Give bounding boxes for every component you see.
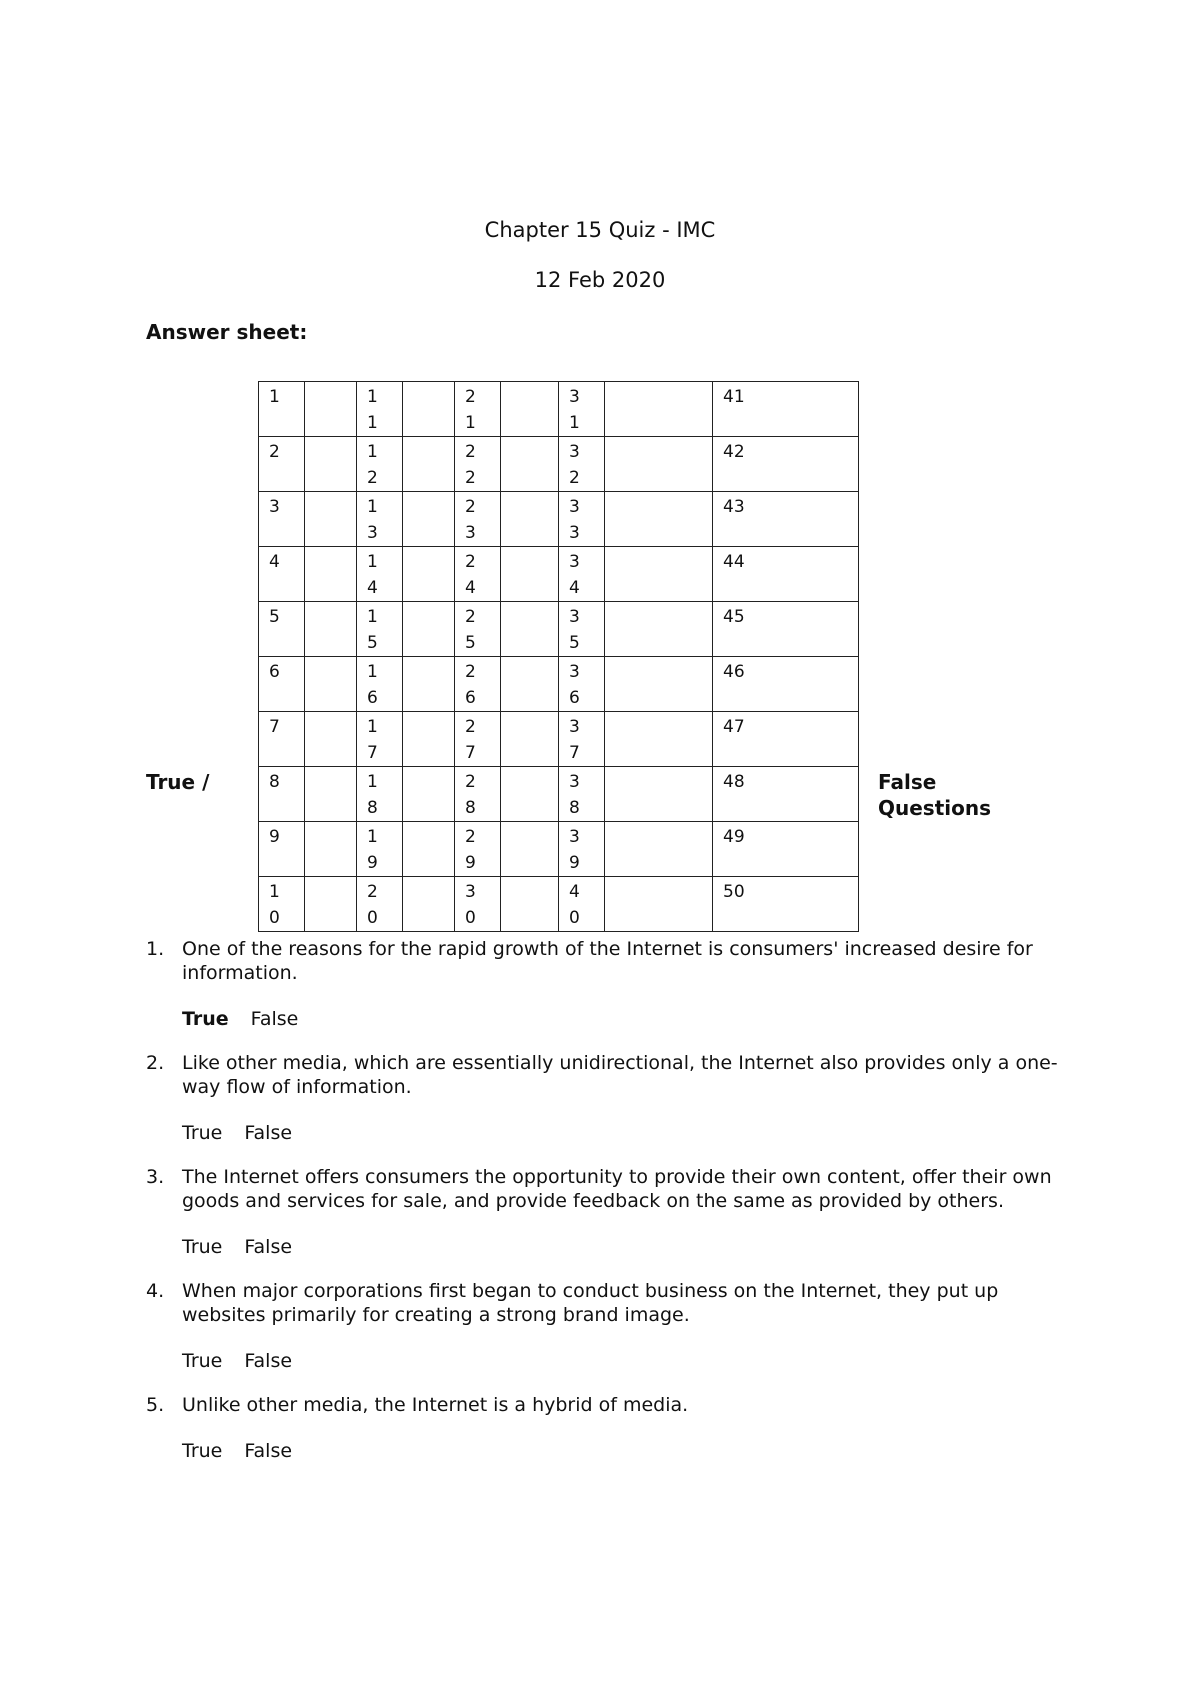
question-item <box>146 937 1066 1031</box>
question-number: 2. <box>146 1052 165 1074</box>
answer-cell[interactable] <box>305 547 357 602</box>
question-number-cell: 3 3 <box>559 492 605 547</box>
question-number-cell: 2 1 <box>455 382 501 437</box>
question-text: One of the reasons for the rapid growth of the Internet is consumers' increased desire for information. <box>182 938 1033 984</box>
option-true[interactable]: True <box>182 1350 223 1372</box>
question-number-cell: 3 2 <box>559 437 605 492</box>
answer-sheet-row <box>259 657 859 712</box>
true-false-options <box>182 1439 1066 1463</box>
question-number-cell: 2 6 <box>455 657 501 712</box>
answer-cell[interactable] <box>305 602 357 657</box>
question-number-cell: 3 7 <box>559 712 605 767</box>
answer-sheet-heading: Answer sheet: <box>146 320 308 344</box>
question-number-cell: 9 <box>259 822 305 877</box>
answer-sheet-row <box>259 382 859 437</box>
option-true[interactable]: True <box>182 1008 229 1030</box>
answer-cell[interactable] <box>305 437 357 492</box>
question-number-cell: 46 <box>713 657 859 712</box>
answer-cell[interactable] <box>605 492 713 547</box>
answer-cell[interactable] <box>403 767 455 822</box>
question-number-cell: 3 0 <box>455 877 501 932</box>
option-false[interactable]: False <box>244 1440 293 1462</box>
answer-cell[interactable] <box>403 382 455 437</box>
question-number-cell: 45 <box>713 602 859 657</box>
question-number-cell: 1 6 <box>357 657 403 712</box>
question-item <box>146 1051 1066 1145</box>
answer-cell[interactable] <box>501 712 559 767</box>
question-number-cell: 43 <box>713 492 859 547</box>
question-number-cell: 3 1 <box>559 382 605 437</box>
true-label: True / <box>146 770 210 794</box>
option-false[interactable]: False <box>244 1122 293 1144</box>
answer-cell[interactable] <box>605 767 713 822</box>
question-number: 4. <box>146 1280 165 1302</box>
answer-cell[interactable] <box>501 547 559 602</box>
question-number: 3. <box>146 1166 165 1188</box>
answer-cell[interactable] <box>403 492 455 547</box>
answer-cell[interactable] <box>403 437 455 492</box>
question-item <box>146 1393 1066 1463</box>
answer-cell[interactable] <box>605 382 713 437</box>
option-true[interactable]: True <box>182 1122 223 1144</box>
question-number-cell: 8 <box>259 767 305 822</box>
answer-cell[interactable] <box>605 822 713 877</box>
answer-cell[interactable] <box>501 382 559 437</box>
answer-cell[interactable] <box>403 822 455 877</box>
answer-cell[interactable] <box>605 877 713 932</box>
answer-cell[interactable] <box>605 657 713 712</box>
question-text: Unlike other media, the Internet is a hybrid of media. <box>182 1394 689 1416</box>
answer-cell[interactable] <box>305 657 357 712</box>
question-number-cell: 3 4 <box>559 547 605 602</box>
question-text: The Internet offers consumers the opportunity to provide their own content, offer their own goods and services for sale, and provide feedback on the same as provided by others. <box>182 1166 1052 1212</box>
option-false[interactable]: False <box>244 1236 293 1258</box>
false-questions-label: False Questions <box>878 770 992 820</box>
question-number-cell: 1 0 <box>259 877 305 932</box>
option-false[interactable]: False <box>250 1008 299 1030</box>
answer-cell[interactable] <box>501 437 559 492</box>
true-false-options <box>182 1349 1066 1373</box>
answer-cell[interactable] <box>605 437 713 492</box>
answer-cell[interactable] <box>501 492 559 547</box>
true-false-options <box>182 1121 1066 1145</box>
answer-sheet-row <box>259 437 859 492</box>
answer-sheet-row <box>259 877 859 932</box>
option-false[interactable]: False <box>244 1350 293 1372</box>
question-number-cell: 2 0 <box>357 877 403 932</box>
question-number-cell: 49 <box>713 822 859 877</box>
question-text: Like other media, which are essentially unidirectional, the Internet also provides only a one-way flow of information. <box>182 1052 1058 1098</box>
question-number-cell: 44 <box>713 547 859 602</box>
question-number-cell: 1 8 <box>357 767 403 822</box>
answer-cell[interactable] <box>305 712 357 767</box>
question-number-cell: 1 5 <box>357 602 403 657</box>
answer-cell[interactable] <box>403 657 455 712</box>
question-number-cell: 6 <box>259 657 305 712</box>
question-number-cell: 7 <box>259 712 305 767</box>
question-number-cell: 1 <box>259 382 305 437</box>
question-number-cell: 2 3 <box>455 492 501 547</box>
question-number-cell: 1 2 <box>357 437 403 492</box>
answer-sheet-row <box>259 547 859 602</box>
question-number-cell: 1 9 <box>357 822 403 877</box>
question-number-cell: 2 5 <box>455 602 501 657</box>
answer-cell[interactable] <box>605 547 713 602</box>
answer-cell[interactable] <box>305 877 357 932</box>
question-text: When major corporations first began to conduct business on the Internet, they put up websites primarily for creating a strong brand image. <box>182 1280 999 1326</box>
page-title: Chapter 15 Quiz - IMC <box>484 218 716 242</box>
question-number-cell: 1 1 <box>357 382 403 437</box>
question-number: 5. <box>146 1394 165 1416</box>
question-number-cell: 5 <box>259 602 305 657</box>
question-number-cell: 4 0 <box>559 877 605 932</box>
question-number-cell: 2 4 <box>455 547 501 602</box>
answer-cell[interactable] <box>501 822 559 877</box>
answer-cell[interactable] <box>501 877 559 932</box>
question-number-cell: 2 9 <box>455 822 501 877</box>
answer-cell[interactable] <box>305 382 357 437</box>
answer-sheet-row <box>259 602 859 657</box>
question-item <box>146 1279 1066 1373</box>
answer-cell[interactable] <box>403 547 455 602</box>
true-false-options <box>182 1235 1066 1259</box>
question-list <box>146 937 1066 1483</box>
answer-cell[interactable] <box>305 492 357 547</box>
question-number-cell: 47 <box>713 712 859 767</box>
question-number-cell: 4 <box>259 547 305 602</box>
question-number-cell: 3 8 <box>559 767 605 822</box>
question-number-cell: 2 <box>259 437 305 492</box>
answer-cell[interactable] <box>501 602 559 657</box>
question-number-cell: 2 8 <box>455 767 501 822</box>
question-number-cell: 1 3 <box>357 492 403 547</box>
quiz-date: 12 Feb 2020 <box>534 268 666 292</box>
question-number-cell: 3 6 <box>559 657 605 712</box>
answer-cell[interactable] <box>305 767 357 822</box>
true-false-options <box>182 1007 1066 1031</box>
question-number-cell: 48 <box>713 767 859 822</box>
question-number-cell: 3 9 <box>559 822 605 877</box>
answer-cell[interactable] <box>501 657 559 712</box>
answer-sheet-row <box>259 712 859 767</box>
answer-sheet-row <box>259 822 859 877</box>
answer-cell[interactable] <box>403 712 455 767</box>
question-number-cell: 3 5 <box>559 602 605 657</box>
question-number-cell: 3 <box>259 492 305 547</box>
question-number-cell: 41 <box>713 382 859 437</box>
question-item <box>146 1165 1066 1259</box>
answer-cell[interactable] <box>305 822 357 877</box>
answer-cell[interactable] <box>403 877 455 932</box>
option-true[interactable]: True <box>182 1236 223 1258</box>
question-number-cell: 42 <box>713 437 859 492</box>
option-true[interactable]: True <box>182 1440 223 1462</box>
answer-sheet-row <box>259 767 859 822</box>
answer-cell[interactable] <box>501 767 559 822</box>
question-number: 1. <box>146 938 165 960</box>
answer-cell[interactable] <box>605 712 713 767</box>
answer-sheet-row <box>259 492 859 547</box>
question-number-cell: 2 7 <box>455 712 501 767</box>
question-number-cell: 1 7 <box>357 712 403 767</box>
question-number-cell: 1 4 <box>357 547 403 602</box>
question-number-cell: 50 <box>713 877 859 932</box>
answer-sheet-table <box>258 381 859 932</box>
answer-cell[interactable] <box>605 602 713 657</box>
answer-cell[interactable] <box>403 602 455 657</box>
question-number-cell: 2 2 <box>455 437 501 492</box>
